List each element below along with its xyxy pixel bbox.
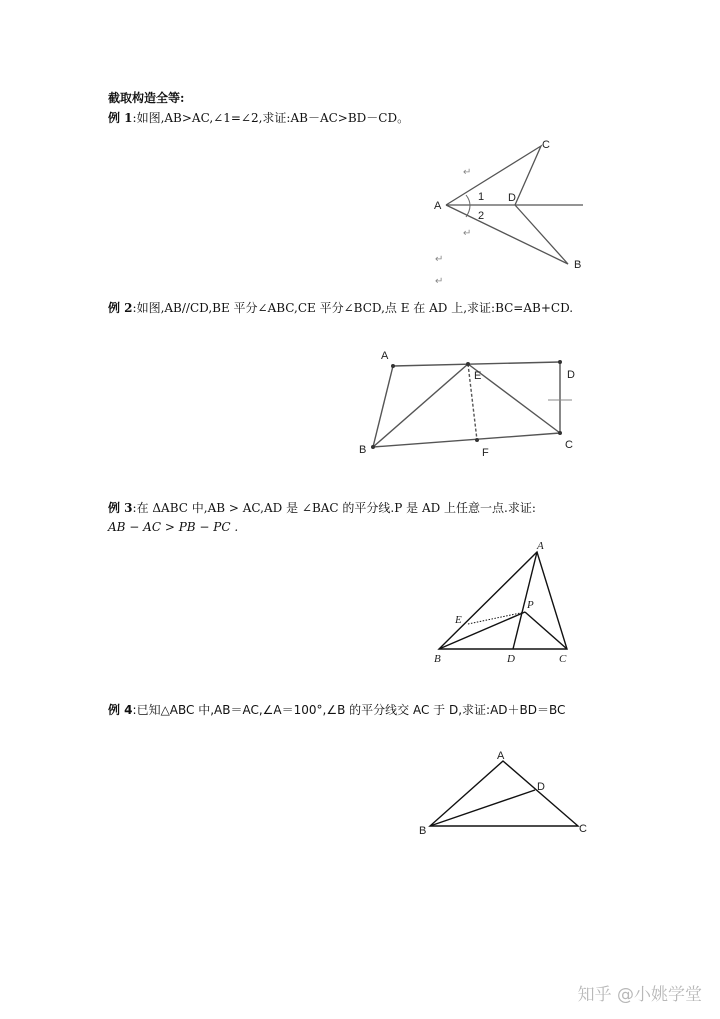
fig3-label-D: D <box>507 653 515 665</box>
fig1-label-B: B <box>574 259 582 271</box>
fig1-label-A: A <box>434 200 442 212</box>
figure-1 <box>435 146 583 287</box>
figure-3 <box>439 552 567 649</box>
fig4-segment-BD <box>430 790 535 826</box>
fig4-label-B: B <box>419 825 427 837</box>
example-4-text: :已知△ABC 中,AB＝AC,∠A＝100°,∠B 的平分线交 AC 于 D,求证:AD＋BD＝BC <box>132 703 566 717</box>
example-4-label: 例 4 <box>108 703 133 717</box>
svg-text:↵: ↵ <box>435 254 444 265</box>
fig3-segment-EP <box>468 612 525 624</box>
fig1-angle-1: 1 <box>478 191 485 203</box>
fig3-label-B: B <box>434 653 441 665</box>
fig2-label-E: E <box>474 370 482 382</box>
fig2-label-C: C <box>565 439 573 451</box>
fig4-triangle-ABC <box>430 761 578 826</box>
fig3-label-A: A <box>537 540 544 552</box>
example-1-label: 例 1 <box>108 111 133 125</box>
svg-text:↵: ↵ <box>435 276 444 287</box>
example-3-inequality: AB − AC > PB − PC . <box>108 520 239 534</box>
fig1-angle-arc <box>466 195 470 217</box>
fig3-triangle-ABC <box>439 552 567 649</box>
fig2-label-B: B <box>359 444 367 456</box>
fig3-label-C: C <box>559 653 567 665</box>
fig2-segment-AD <box>393 362 560 366</box>
fig2-label-F: F <box>482 447 489 459</box>
example-2-text: :如图,AB//CD,BE 平分∠ABC,CE 平分∠BCD,点 E 在 AD 上,求证:BC=AB+CD. <box>132 301 574 315</box>
fig2-label-A: A <box>381 350 389 362</box>
example-3-label: 例 3 <box>108 501 133 515</box>
svg-text:↵: ↵ <box>463 228 472 239</box>
fig4-label-A: A <box>497 750 505 762</box>
fig2-label-D: D <box>567 369 575 381</box>
example-3-text: :在 ΔABC 中,AB > AC,AD 是 ∠BAC 的平分线.P 是 AD 上任意一点.求证: <box>132 501 536 515</box>
fig1-return-marks <box>435 167 471 287</box>
fig4-label-D: D <box>537 781 545 793</box>
fig1-label-D: D <box>508 192 516 204</box>
fig2-segment-BE <box>373 364 468 447</box>
example-2-label: 例 2 <box>108 301 133 315</box>
fig3-label-P: P <box>527 599 534 611</box>
fig4-label-C: C <box>579 823 587 835</box>
svg-text:↵: ↵ <box>463 167 472 178</box>
fig3-label-E: E <box>455 614 462 626</box>
fig2-segment-BC <box>373 433 560 447</box>
example-1-text: :如图,AB>AC,∠1=∠2,求证:AB－AC>BD－CD。 <box>132 111 410 125</box>
fig1-angle-2: 2 <box>478 210 485 222</box>
fig2-segment-CE <box>468 364 560 433</box>
fig2-segment-AB <box>373 366 393 447</box>
fig1-path-ACD <box>446 146 541 205</box>
section-heading: 截取构造全等: <box>108 91 185 105</box>
watermark: 知乎 @小姚学堂 <box>577 985 702 1005</box>
fig3-segment-PB <box>439 612 525 649</box>
figure-4 <box>430 761 578 826</box>
figure-2 <box>371 360 572 449</box>
fig1-label-C: C <box>542 139 550 151</box>
